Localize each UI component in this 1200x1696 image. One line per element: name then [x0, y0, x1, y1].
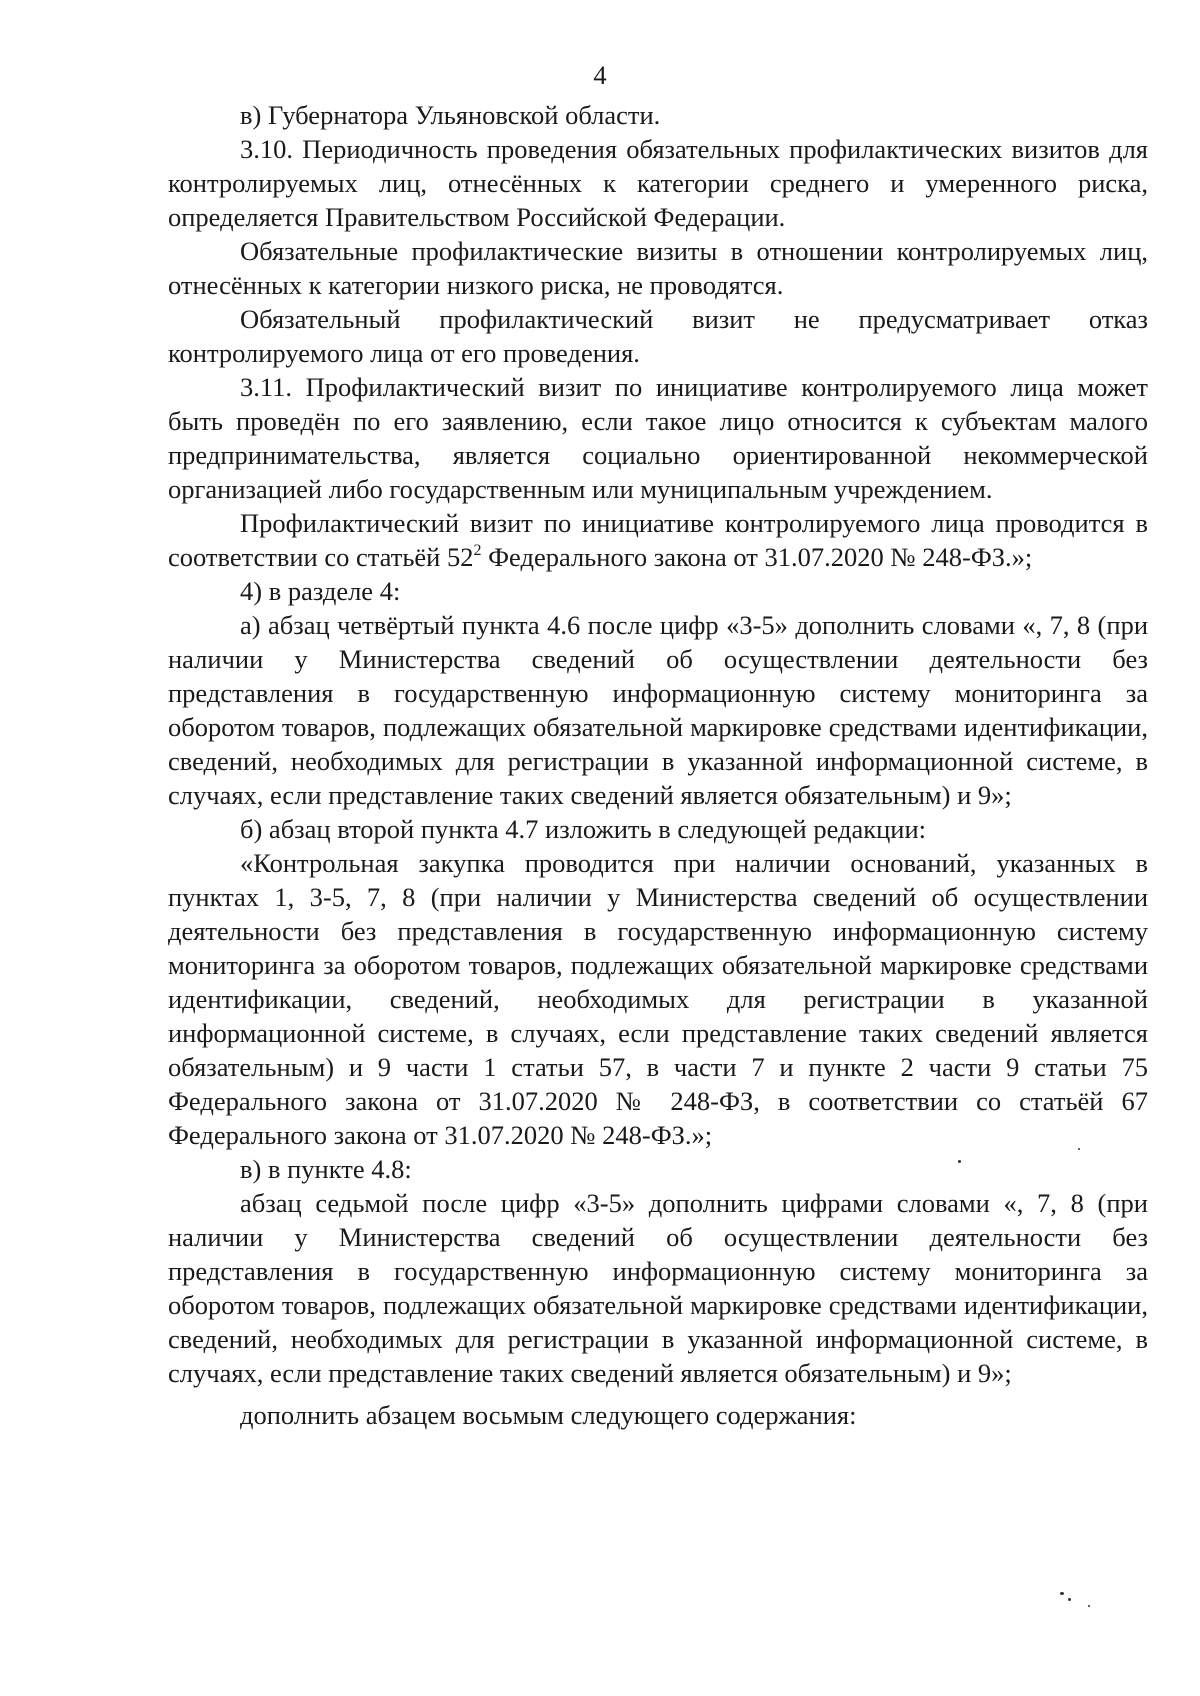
document-body [168, 98, 1148, 1432]
paragraph-control-purchase: «Контрольная закупка проводится при наличии оснований, указанных в пунктах 1, 3-5, 7, 8 (при наличии у Министерства сведений об осуществлении деятельности без представления в государственную информационную систему мониторинга за оборотом товаров, подлежащих обязательной маркировке средствами идентификации, сведений, необходимых для регистрации в указанной информационной системе, в случаях, если представление таких сведений является обязательным) и 9 части 1 статьи 57, в части 7 и пункте 2 части 9 статьи 75 Федерального закона от 31.07.2020 № 248-ФЗ, в соответствии со статьёй 67 Федерального закона от 31.07.2020 № 248-ФЗ.»; [168, 848, 1148, 1150]
paragraph-4-6: а) абзац четвёртый пункта 4.6 после цифр «3-5» дополнить словами «, 7, 8 (при наличии у Министерства сведений об осуществлении деятельности без представления в государственную информационную систему мониторинга за оборотом товаров, подлежащих обязательной маркировке средствами идентификации, сведений, необходимых для регистрации в указанной информационной системе, в случаях, если представление таких сведений является обязательным) и 9»; [168, 610, 1148, 810]
scan-speck [958, 1160, 961, 1163]
paragraph-3-10: 3.10. Периодичность проведения обязательных профилактических визитов для контролируемых лиц, отнесённых к категории среднего и умеренного риска, определяется Правительством Российской Федерации. [168, 134, 1148, 232]
paragraph-seventh-abzac: абзац седьмой после цифр «3-5» дополнить цифрами словами «, 7, 8 (при наличии у Министерства сведений об осуществлении деятельности без представления в государственную информационную систему мониторинга за оборотом товаров, подлежащих обязательной маркировке средствами идентификации, сведений, необходимых для регистрации в указанной информационной системе, в случаях, если представление таких сведений является обязательным) и 9»; [168, 1188, 1148, 1388]
paragraph-initiative-visit-before: Профилактический визит по инициативе контролируемого лица проводится в соответствии со статьёй 52 [168, 508, 1148, 572]
paragraph-3-11: 3.11. Профилактический визит по инициативе контролируемого лица может быть проведён по его заявлению, если такое лицо относится к субъектам малого предпринимательства, является социально ориентированной некоммерческой организацией либо государственным или муниципальным учреждением. [168, 372, 1148, 504]
paragraph-4-7-heading: б) абзац второй пункта 4.7 изложить в следующей редакции: [240, 814, 927, 844]
page-number: 4 [593, 60, 607, 90]
scan-speck [1068, 1598, 1071, 1601]
paragraph-4-8-heading: в) в пункте 4.8: [240, 1154, 412, 1184]
scan-speck [1078, 1148, 1080, 1150]
paragraph-low-risk: Обязательные профилактические визиты в отношении контролируемых лиц, отнесённых к категории низкого риска, не проводятся. [168, 236, 1148, 300]
paragraph-no-refusal: Обязательный профилактический визит не предусматривает отказ контролируемого лица от его проведения. [168, 304, 1148, 368]
paragraph-initiative-visit-after: Федерального закона от 31.07.2020 № 248-ФЗ.»; [481, 542, 1033, 572]
scan-speck [1088, 1605, 1090, 1607]
article-superscript: 2 [473, 542, 482, 559]
paragraph-eighth-abzac: дополнить абзацем восьмым следующего содержания: [240, 1400, 857, 1430]
scan-speck [1060, 1592, 1064, 1595]
paragraph-initiative-visit [168, 506, 1148, 574]
paragraph-governor: в) Губернатора Ульяновской области. [240, 100, 661, 130]
paragraph-section-4: 4) в разделе 4: [240, 576, 401, 606]
